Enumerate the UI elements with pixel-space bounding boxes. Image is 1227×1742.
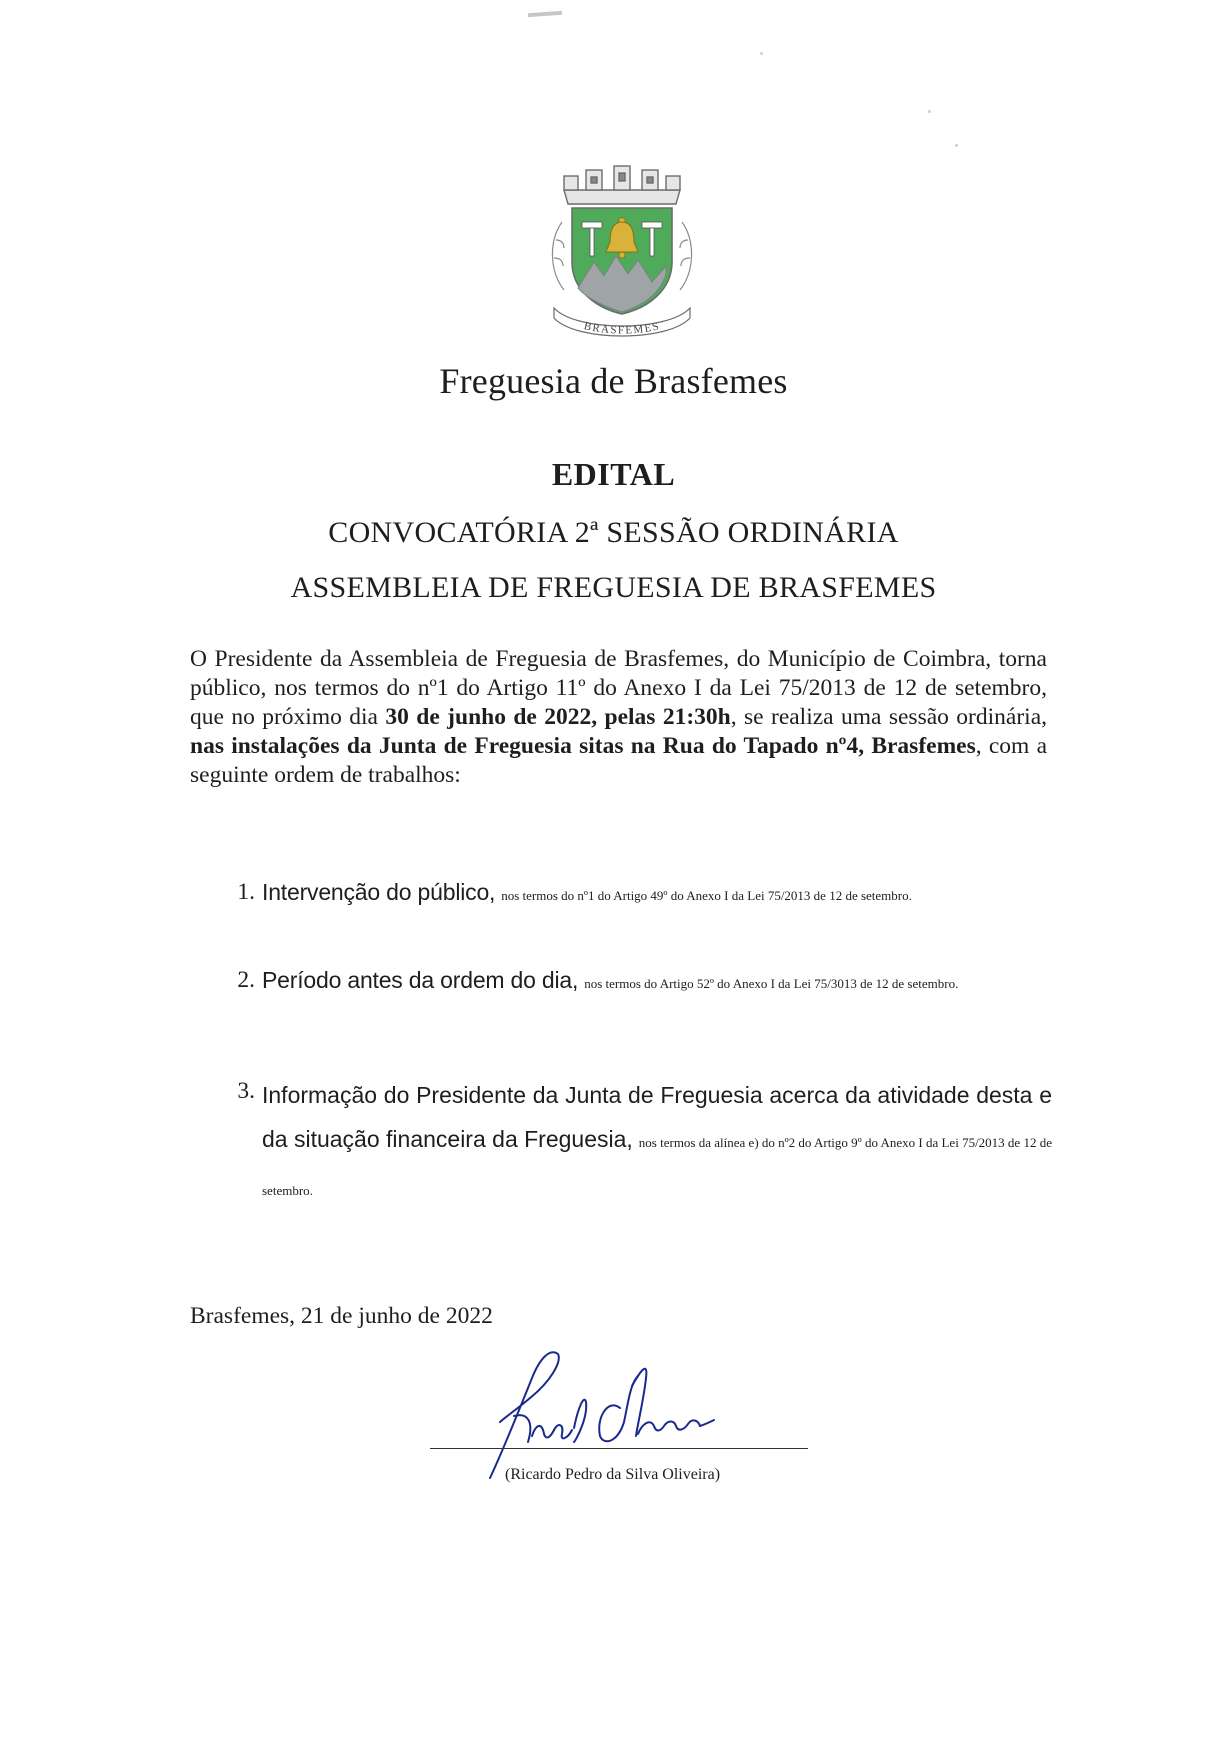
agenda-title: Período antes da ordem do dia, [262, 967, 579, 993]
shield-icon [572, 208, 672, 314]
svg-text:BRASFEMES [583, 320, 662, 336]
agenda-number: 2. [237, 967, 255, 993]
parish-name: Freguesia de Brasfemes [439, 361, 788, 401]
agenda-title: Intervenção do público, [262, 879, 496, 905]
agenda-number: 3. [237, 1078, 255, 1104]
agenda-title: Informação do Presidente da Junta de Freguesia acerca da atividade desta e da situação financeira da Freguesia, [262, 1082, 1052, 1152]
agenda-legal-reference: nos termos do Artigo 52º do Anexo I da Lei 75/3013 de 12 de setembro. [584, 976, 959, 991]
scan-artifact [528, 11, 562, 17]
banner-text: BRASFEMES [582, 320, 662, 337]
intro-text: , se realiza uma sessão ordinária, [730, 704, 1047, 730]
place-and-date: Brasfemes, 21 de junho de 2022 [190, 1303, 493, 1329]
scan-speck [928, 110, 931, 113]
intro-text: , com a seguinte ordem de trabalhos: [190, 733, 1047, 788]
agenda-legal-reference: nos termos da alínea e) do nº2 do Artigo 9º do Anexo I da Lei 75/2013 de 12 de setembro. [262, 1135, 1052, 1198]
meeting-location: nas instalações da Junta de Freguesia sitas na Rua do Tapado nº4, Brasfemes [190, 733, 976, 759]
parish-coat-of-arms [542, 162, 702, 340]
scan-speck [955, 144, 958, 147]
intro-text: O Presidente da Assembleia de Freguesia de Brasfemes, do Município de Coimbra, torna público, nos termos do nº1 do Artigo 11º do Anexo I da Lei 75/2013 de 12 de setembro, que no próximo dia [190, 646, 1047, 730]
scan-speck [760, 52, 763, 55]
signature-line [430, 1448, 808, 1449]
agenda-legal-reference: nos termos do nº1 do Artigo 49º do Anexo I da Lei 75/2013 de 12 de setembro. [501, 888, 912, 903]
notice-label: EDITAL [551, 456, 676, 492]
intro-paragraph [190, 645, 1047, 790]
headline-assembly: ASSEMBLEIA DE FREGUESIA DE BRASFEMES [290, 571, 937, 604]
meeting-date-time: 30 de junho de 2022, pelas 21:30h [385, 704, 731, 730]
agenda-number: 1. [237, 879, 255, 905]
signatory-name: (Ricardo Pedro da Silva Oliveira) [505, 1466, 721, 1483]
mural-crown-icon [564, 166, 680, 204]
headline-convocation: CONVOCATÓRIA 2ª SESSÃO ORDINÁRIA [328, 516, 899, 549]
